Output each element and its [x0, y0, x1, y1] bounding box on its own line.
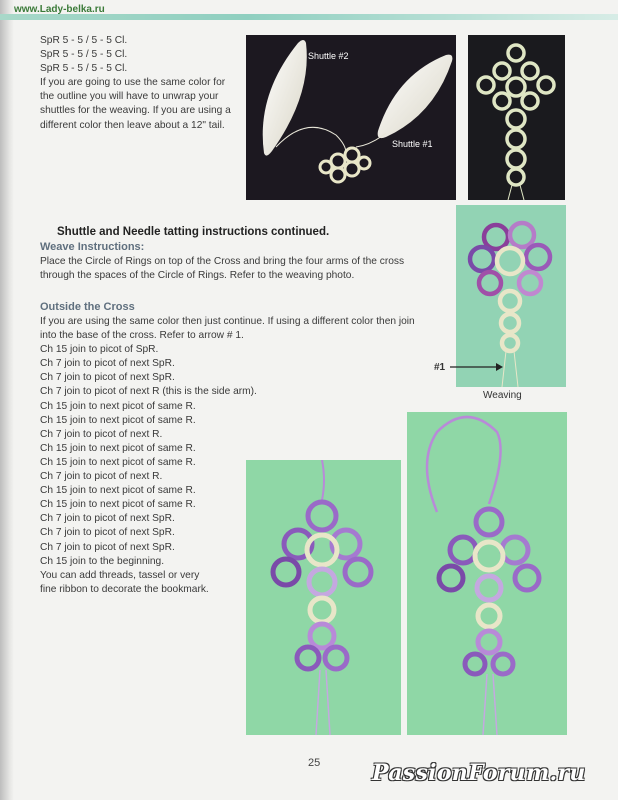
outside-line: Ch 7 join to picot of next R.: [40, 428, 163, 440]
outside-line: Ch 15 join to next picot of same R.: [40, 485, 196, 497]
weave-text: [40, 255, 404, 283]
weaving-caption: Weaving: [483, 390, 522, 401]
outside-line: into the base of the cross. Refer to arrow # 1.: [40, 330, 244, 342]
intro-line: shuttles for the weaving. If you are using a: [40, 105, 231, 117]
outside-line: Ch 7 join to picot of next SpR.: [40, 358, 175, 370]
small-lace-motif: [320, 148, 370, 182]
intro-line: different color then leave about a 12" tail.: [40, 119, 225, 131]
outside-line: Ch 15 join to picot of SpR.: [40, 344, 159, 356]
page-spine-shadow: [0, 0, 14, 800]
weave-line: through the spaces of the Circle of Rings. Refer to the weaving photo.: [40, 270, 355, 282]
label-shuttle-1: Shuttle #1: [392, 139, 433, 149]
intro-line: If you are going to use the same color for: [40, 77, 226, 89]
photo-bookmark-left: [246, 460, 401, 735]
bookmark-left-illustration: [246, 460, 401, 735]
label-shuttle-2: Shuttle #2: [308, 51, 349, 61]
section-heading: Shuttle and Needle tatting instructions continued.: [57, 226, 330, 238]
arrow-icon: [448, 360, 504, 374]
outside-line: fine ribbon to decorate the bookmark.: [40, 583, 209, 595]
intro-line: SpR 5 - 5 / 5 - 5 Cl.: [40, 63, 128, 75]
outside-line: Ch 15 join to next picot of same R.: [40, 414, 196, 426]
intro-line: the outline you will have to unwrap your: [40, 91, 219, 103]
weave-line: Place the Circle of Rings on top of the Cross and bring the four arms of the cross: [40, 256, 405, 267]
outside-line: Ch 7 join to picot of next SpR.: [40, 541, 175, 553]
intro-text: [40, 34, 231, 133]
outside-line: Ch 15 join to next picot of same R.: [40, 499, 196, 511]
intro-line: SpR 5 - 5 / 5 - 5 Cl.: [40, 35, 128, 46]
shuttles-illustration: [246, 35, 456, 200]
outside-line: Ch 7 join to picot of next SpR.: [40, 372, 175, 384]
intro-line: SpR 5 - 5 / 5 - 5 Cl.: [40, 49, 128, 61]
outside-line: Ch 7 join to picot of next R (this is the side arm).: [40, 386, 257, 398]
photo-shuttles: [246, 35, 456, 200]
outside-line: Ch 15 join to next picot of same R.: [40, 400, 196, 412]
outside-line: Ch 7 join to picot of next R.: [40, 471, 163, 483]
watermark: PassionForum.ru: [372, 760, 586, 786]
page-number: 25: [308, 757, 321, 769]
shuttle-one-icon: [378, 55, 453, 139]
weave-title: Weave Instructions:: [40, 241, 145, 253]
outside-line: If you are using the same color then just continue. If using a different color then join: [40, 316, 415, 327]
cross-dark-illustration: [468, 35, 565, 200]
outside-line: You can add threads, tassel or very: [40, 569, 200, 581]
photo-bookmark-right: [407, 412, 567, 735]
outside-line: Ch 15 join to next picot of same R.: [40, 456, 196, 468]
outside-line: Ch 15 join to next picot of same R.: [40, 442, 196, 454]
outside-title: Outside the Cross: [40, 301, 135, 313]
arrow-label: #1: [434, 362, 446, 373]
outside-line: Ch 7 join to picot of next SpR.: [40, 527, 175, 539]
photo-cross-dark: [468, 35, 565, 200]
bookmark-right-illustration: [407, 412, 567, 735]
site-url: www.Lady-belka.ru: [14, 4, 105, 15]
outside-line: Ch 7 join to picot of next SpR.: [40, 513, 175, 525]
outside-line: Ch 15 join to the beginning.: [40, 555, 165, 567]
